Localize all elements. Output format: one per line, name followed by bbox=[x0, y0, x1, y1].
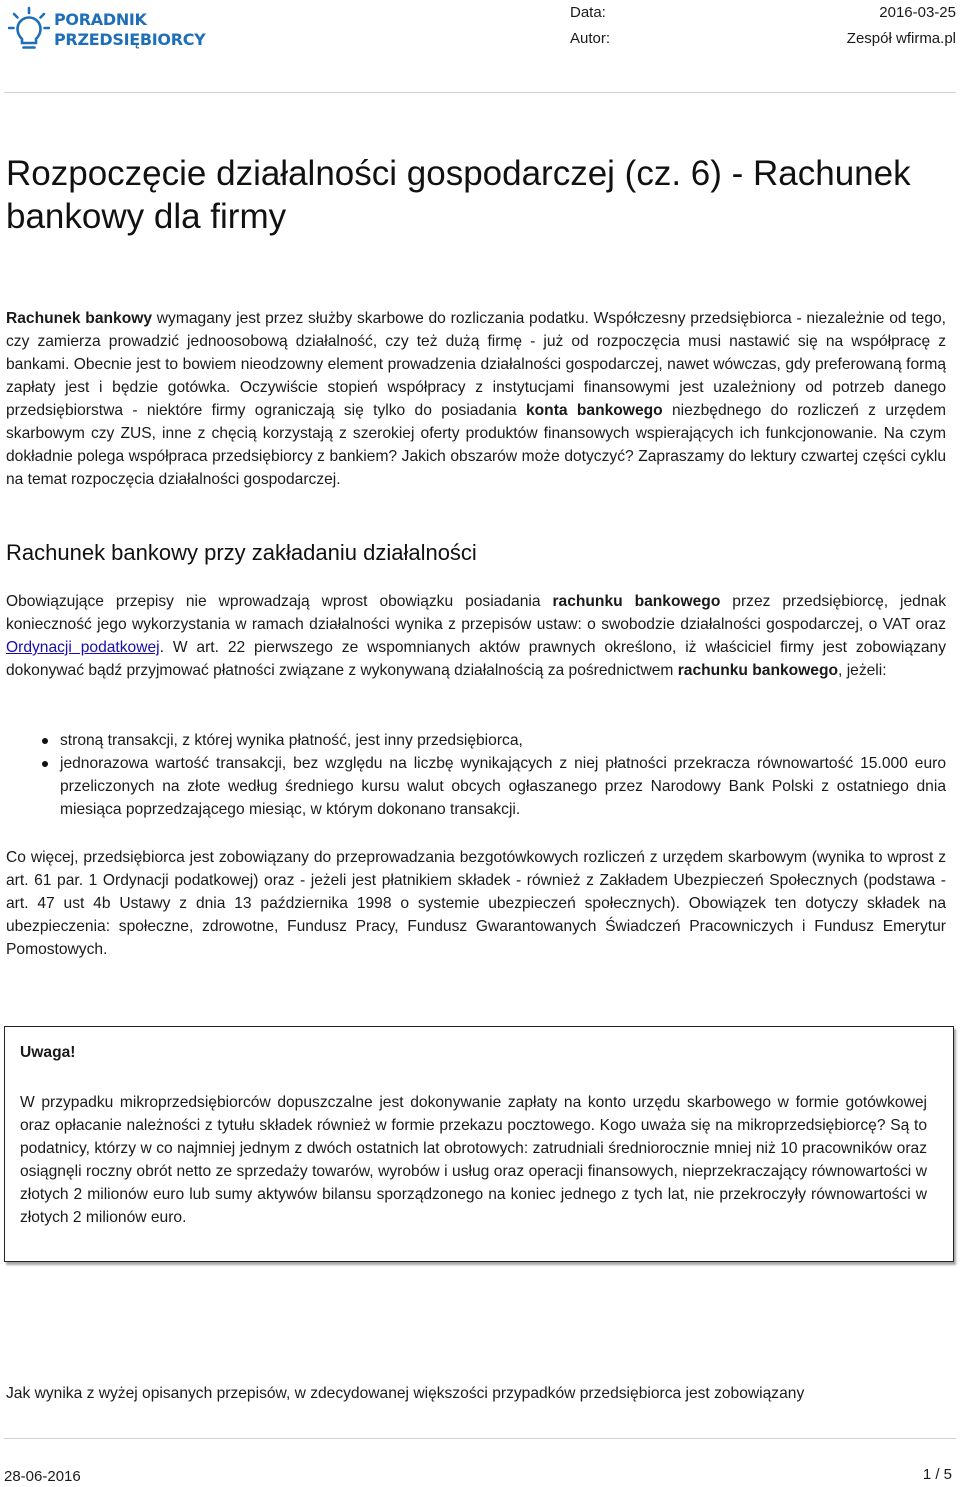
closing-paragraph: Jak wynika z wyżej opisanych przepisów, w zdecydowanej większości przypadków przedsiębiorca jest zobowiązany bbox=[6, 1385, 805, 1402]
section-heading: Rachunek bankowy przy zakładaniu działalności bbox=[6, 540, 477, 565]
page-title: Rozpoczęcie działalności gospodarczej (cz. 6) - Rachunek bankowy dla firmy bbox=[6, 154, 911, 236]
list-item-text: stroną transakcji, z której wynika płatność, jest inny przedsiębiorca, bbox=[60, 732, 523, 749]
notice-title: Uwaga! bbox=[20, 1044, 76, 1061]
settlements-paragraph: Co więcej, przedsiębiorca jest zobowiązany do przeprowadzania bezgotówkowych rozliczeń z urzędem skarbowym (wynika to wprost z art. 61 par. 1 Ordynacji podatkowej) oraz - jeżeli jest płatnikiem składek - również z Zakładem Ubezpieczeń Społecznych (podstawa - art. 47 ust 4b Ustawy z dnia 13 października 1998 o systemie ubezpieczeń społecznych). Obowiązek ten dotyczy składek na ubezpieczenia: społeczne, zdrowotne, Fundusz Pracy, Fundusz Gwarantowanych Świadczeń Pracowniczych i Fundusz Emerytur Pomostowych. bbox=[6, 849, 946, 958]
page-number: 1 / 5 bbox=[922, 1466, 952, 1483]
p2-text-b: przez przedsiębiorcę, jednak konieczność jego wykorzystania w ramach działalności wynika z przepisów ustaw: o swobodzie działalności gospodarczej, o VAT oraz bbox=[6, 593, 947, 633]
bullet-icon bbox=[42, 761, 48, 767]
author-value: Zespół wfirma.pl bbox=[846, 30, 956, 47]
author-label: Autor: bbox=[570, 30, 611, 47]
notice-text: W przypadku mikroprzedsiębiorców dopuszczalne jest dokonywanie zapłaty na konto urzędu skarbowego w formie gotówkowej oraz opłacanie należności z tytułu składek również w formie przekazu pocztowego. Kogo uważa się na mikroprzedsiębiorcę? Są to podatnicy, którzy w co najmniej jednym z dwóch ostatnich lat obrotowych: zatrudniali średniorocznie mniej niż 10 pracowników oraz osiągnęli roczny obrót netto ze sprzedaży towarów, wyrobów i usług oraz operacji finansowych, nieprzekraczający równowartości w złotych 2 milionów euro lub sumy aktywów bilansu sporządzonego na koniec jednego z tych lat, nie przekroczyły równowartości w złotych 2 milionów euro. bbox=[20, 1094, 927, 1226]
section-paragraph bbox=[6, 590, 946, 682]
p2-bold-term-2: rachunku bankowego bbox=[677, 662, 839, 679]
p2-bold-term: rachunku bankowego bbox=[552, 593, 721, 610]
p2-text-a: Obowiązujące przepisy nie wprowadzają wprost obowiązku posiadania bbox=[6, 593, 553, 610]
logo-text-line2: PRZEDSIĘBIORCY bbox=[54, 30, 206, 49]
intro-bold-term-2: konta bankowego bbox=[525, 402, 663, 419]
logo-text-line1: PORADNIK bbox=[54, 10, 147, 29]
bullet-icon bbox=[42, 738, 48, 744]
list-item-text: jednorazowa wartość transakcji, bez względu na liczbę wynikających z niej płatności przekracza równowartość 15.000 euro przeliczonych na złote według średniego kursu walut obcych ogłaszanego przez Narodowy Bank Polski z ostatniego dnia miesiąca poprzedzającego miesiąc, w którym dokonano transakcji. bbox=[60, 755, 946, 818]
author-row bbox=[570, 30, 956, 56]
logo bbox=[8, 6, 238, 54]
conditions-list bbox=[6, 729, 946, 821]
intro-text-a: wymagany jest przez służby skarbowe do rozliczania podatku. Współczesny przedsiębiorca - niezależnie od tego, czy zamierza prowadzić jednoosobową działalność, czy też dużą firmę - już od rozpoczęcia musi nastawić się na współpracę z bankami. Obecnie jest to bowiem nieodzowny element prowadzenia działalności gospodarczej, nawet wówczas, gdy preferowaną formą zapłaty jest i będzie gotówka. Oczywiście stopień współpracy z instytucjami finansowymi jest uzależniony od potrzeb danego przedsiębiorstwa - niektóre firmy ograniczają się tylko do posiadania bbox=[6, 310, 946, 419]
lightbulb-icon bbox=[8, 6, 50, 52]
intro-paragraph bbox=[6, 307, 946, 491]
date-label: Data: bbox=[570, 4, 606, 21]
intro-text-b: niezbędnego do rozliczeń z urzędem skarbowym czy ZUS, inne z chęcią korzystają z szerokiej oferty produktów finansowych wspierających ich funkcjonowanie. Na czym dokładnie polega współpraca przedsiębiorcy z bankiem? Jakich obszarów może dotyczyć? Zapraszamy do lektury czwartej części cyklu na temat rozpoczęcia działalności gospodarczej. bbox=[6, 402, 946, 488]
p2-text-c: . W art. 22 pierwszego ze wspomnianych aktów prawnych określono, iż właściciel firmy jest zobowiązany dokonywać bądź przyjmować płatności związane z wykonywaną działalnością za pośrednictwem bbox=[6, 639, 947, 679]
ordynacja-podatkowa-link[interactable]: Ordynacji podatkowej bbox=[6, 639, 160, 656]
p2-text-d: , jeżeli: bbox=[838, 662, 887, 679]
list-item bbox=[6, 752, 946, 821]
date-row bbox=[570, 4, 956, 30]
header-divider bbox=[4, 92, 956, 93]
intro-bold-term: Rachunek bankowy bbox=[6, 310, 153, 327]
document-meta bbox=[570, 4, 956, 56]
footer-date: 28-06-2016 bbox=[4, 1468, 81, 1485]
date-value: 2016-03-25 bbox=[879, 4, 956, 21]
list-item bbox=[6, 729, 946, 752]
footer-divider bbox=[4, 1438, 956, 1439]
notice-box bbox=[4, 1026, 954, 1262]
